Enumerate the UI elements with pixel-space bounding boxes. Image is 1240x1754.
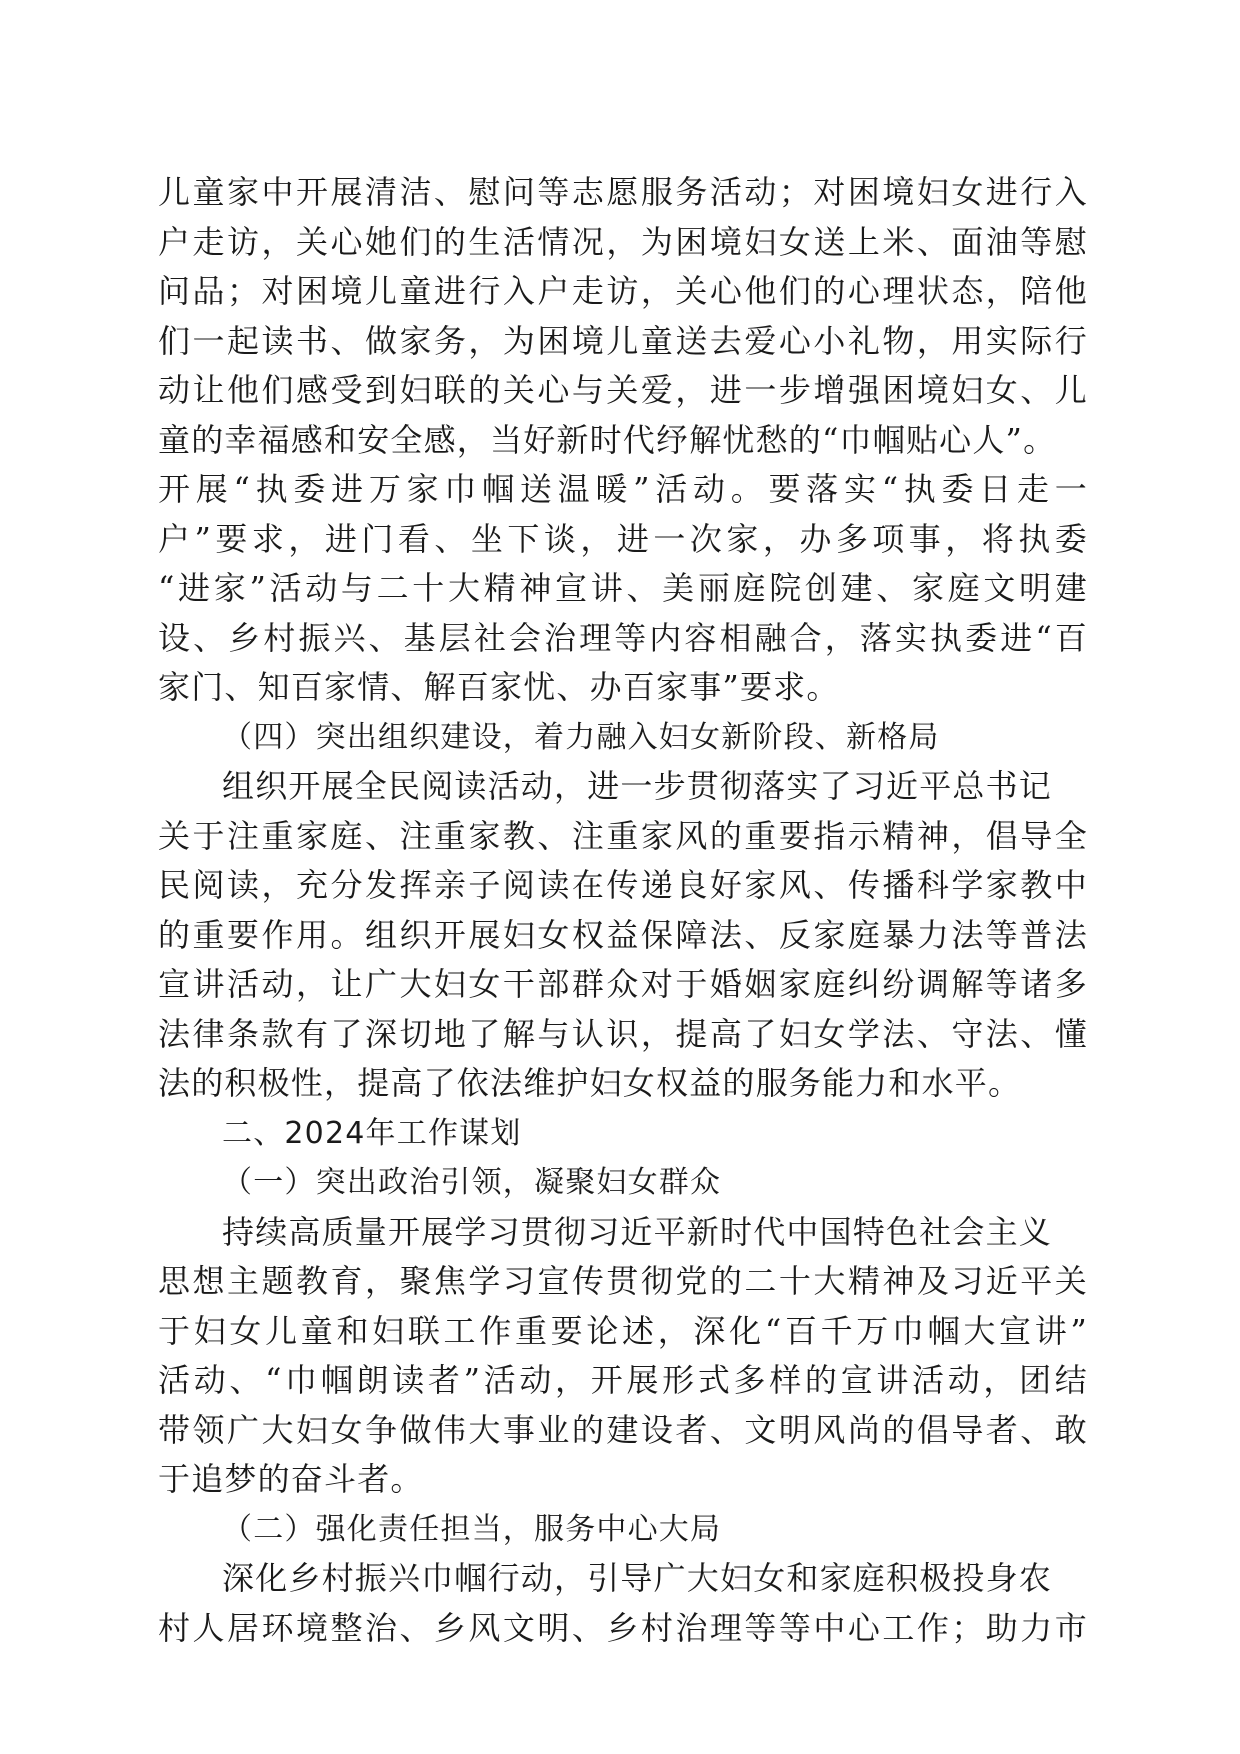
paragraph-line: 儿童家中开展清洁、慰问等志愿服务活动；对困境妇女进行入 [158,173,1088,211]
paragraph-line: 宣讲活动，让广大妇女干部群众对于婚姻家庭纠纷调解等诸多 [158,965,1088,1003]
section-subheading: （四）突出组织建设，着力融入妇女新阶段、新格局 [222,719,940,755]
paragraph-line: 于妇女儿童和妇联工作重要论述，深化“百千万巾帼大宣讲” [158,1311,1088,1350]
paragraph-line: 活动、“巾帼朗读者”活动，开展形式多样的宣讲活动，团结 [158,1361,1088,1399]
paragraph-line: 户走访，关心她们的生活情况，为困境妇女送上米、面油等慰 [158,222,1088,261]
paragraph-line: 童的幸福感和安全感，当好新时代纾解忧愁的“巾帼贴心人”。 [158,420,1057,459]
paragraph-line: 法的积极性，提高了依法维护妇女权益的服务能力和水平。 [158,1064,1022,1102]
document-page [158,168,1088,1653]
paragraph-line: 法律条款有了深切地了解与认识，提高了妇女学法、守法、懂 [158,1014,1088,1053]
paragraph-line: 民阅读，充分发挥亲子阅读在传递良好家风、传播科学家教中 [158,866,1088,904]
paragraph-line: 组织开展全民阅读活动，进一步贯彻落实了习近平总书记 [222,767,1053,805]
paragraph-line: 动让他们感受到妇联的关心与关爱，进一步增强困境妇女、儿 [158,371,1088,409]
section-subheading: （一）突出政治引领，凝聚妇女群众 [222,1165,722,1200]
paragraph-line: 开展“执委进万家巾帼送温暖”活动。要落实“执委日走一 [158,470,1088,508]
paragraph-line: 问品；对困境儿童进行入户走访，关心他们的心理状态，陪他 [158,272,1088,310]
section-heading: 二、2024年工作谋划 [222,1115,522,1151]
paragraph-line: “进家”活动与二十大精神宣讲、美丽庭院创建、家庭文明建 [158,569,1088,607]
paragraph-line: 持续高质量开展学习贯彻习近平新时代中国特色社会主义 [222,1212,1053,1251]
paragraph-line: 家门、知百家情、解百家忧、办百家事”要求。 [158,668,840,706]
paragraph-line: 的重要作用。组织开展妇女权益保障法、反家庭暴力法等普法 [158,915,1088,954]
paragraph-line: 思想主题教育，聚焦学习宣传贯彻党的二十大精神及习近平关 [158,1262,1088,1300]
paragraph-line: 村人居环境整治、乡风文明、乡村治理等等中心工作；助力市 [158,1608,1088,1647]
paragraph-line: 带领广大妇女争做伟大事业的建设者、文明风尚的倡导者、敢 [158,1410,1088,1449]
section-subheading: （二）强化责任担当，服务中心大局 [222,1511,722,1547]
paragraph-line: 户”要求，进门看、坐下谈，进一次家，办多项事，将执委 [158,519,1088,558]
paragraph-line: 设、乡村振兴、基层社会治理等内容相融合，落实执委进“百 [158,618,1088,657]
paragraph-line: 于追梦的奋斗者。 [158,1460,424,1498]
paragraph-line: 们一起读书、做家务，为困境儿童送去爱心小礼物，用实际行 [158,321,1088,360]
paragraph-line: 深化乡村振兴巾帼行动，引导广大妇女和家庭积极投身农 [222,1559,1053,1597]
paragraph-line: 关于注重家庭、注重家教、注重家风的重要指示精神，倡导全 [158,816,1088,855]
